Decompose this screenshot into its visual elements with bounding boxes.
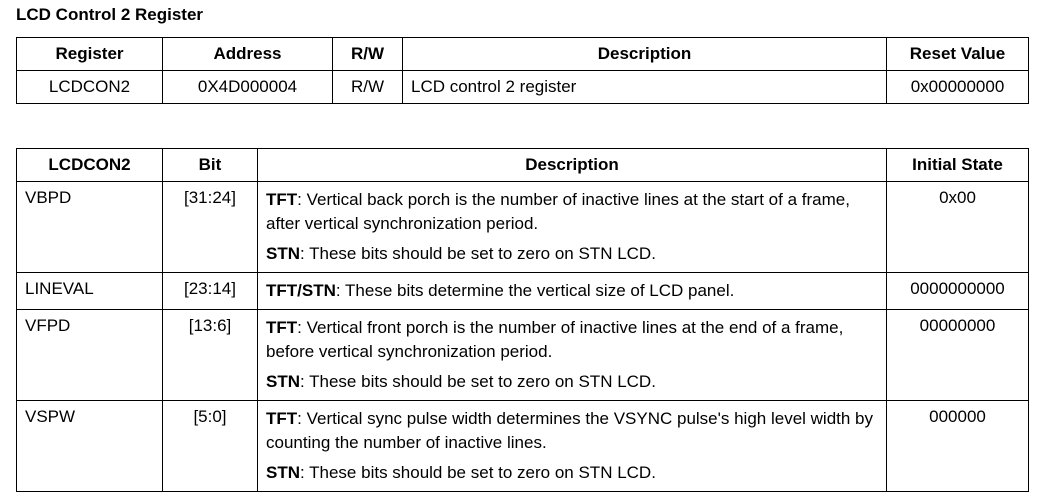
field-name: LINEVAL — [17, 273, 163, 310]
stn-label: STN — [266, 244, 300, 263]
table-row — [17, 182, 1029, 273]
header-description: Description — [258, 149, 887, 182]
stn-paragraph — [266, 242, 878, 266]
field-description — [258, 401, 887, 492]
field-bits: [23:14] — [163, 273, 258, 310]
register-description: LCD control 2 register — [403, 71, 887, 104]
stn-label: STN — [266, 463, 300, 482]
page-title: LCD Control 2 Register — [16, 5, 204, 24]
stn-text: : These bits should be set to zero on STN LCD. — [300, 372, 656, 391]
header-rw: R/W — [333, 38, 403, 71]
field-initial-state: 00000000 — [887, 310, 1029, 401]
header-bit: Bit — [163, 149, 258, 182]
tft-paragraph — [266, 188, 878, 236]
field-bits: [31:24] — [163, 182, 258, 273]
register-table — [16, 37, 1029, 104]
field-initial-state: 000000 — [887, 401, 1029, 492]
field-bits: [13:6] — [163, 310, 258, 401]
register-table-header — [17, 38, 1029, 71]
stn-label: STN — [266, 372, 300, 391]
stn-paragraph — [266, 461, 878, 485]
field-name: VFPD — [17, 310, 163, 401]
tft-label: TFT — [266, 409, 298, 428]
header-address: Address — [163, 38, 333, 71]
header-register: Register — [17, 38, 163, 71]
field-description — [258, 182, 887, 273]
field-description — [258, 310, 887, 401]
field-bits: [5:0] — [163, 401, 258, 492]
stn-text: : These bits should be set to zero on STN LCD. — [300, 244, 656, 263]
register-address: 0X4D000004 — [163, 71, 333, 104]
table-row — [17, 71, 1029, 104]
stn-text: : These bits should be set to zero on STN LCD. — [300, 463, 656, 482]
tft-text: : Vertical sync pulse width determines the VSYNC pulse's high level width by counting the number of inactive lines. — [266, 409, 874, 452]
tft-text: : Vertical back porch is the number of inactive lines at the start of a frame, after vertical synchronization period. — [266, 190, 850, 233]
field-description — [258, 273, 887, 310]
header-initial-state: Initial State — [887, 149, 1029, 182]
header-reset-value: Reset Value — [887, 38, 1029, 71]
register-rw: R/W — [333, 71, 403, 104]
register-name: LCDCON2 — [17, 71, 163, 104]
tft-paragraph — [266, 407, 878, 455]
table-row — [17, 310, 1029, 401]
header-lcdcon2: LCDCON2 — [17, 149, 163, 182]
field-initial-state: 0x00 — [887, 182, 1029, 273]
bit-field-table — [16, 148, 1029, 492]
bit-table-header — [17, 149, 1029, 182]
field-name: VBPD — [17, 182, 163, 273]
tft-label: TFT — [266, 318, 298, 337]
header-description: Description — [403, 38, 887, 71]
field-name: VSPW — [17, 401, 163, 492]
table-row — [17, 273, 1029, 310]
stn-paragraph — [266, 370, 878, 394]
field-initial-state: 0000000000 — [887, 273, 1029, 310]
table-row — [17, 401, 1029, 492]
tft-label: TFT — [266, 190, 298, 209]
tft-stn-text: : These bits determine the vertical size of LCD panel. — [335, 281, 735, 300]
register-reset-value: 0x00000000 — [887, 71, 1029, 104]
tft-text: : Vertical front porch is the number of inactive lines at the end of a frame, before vertical synchronization period. — [266, 318, 844, 361]
tft-stn-label: TFT/STN — [266, 281, 336, 300]
tft-stn-paragraph — [266, 279, 878, 303]
tft-paragraph — [266, 316, 878, 364]
